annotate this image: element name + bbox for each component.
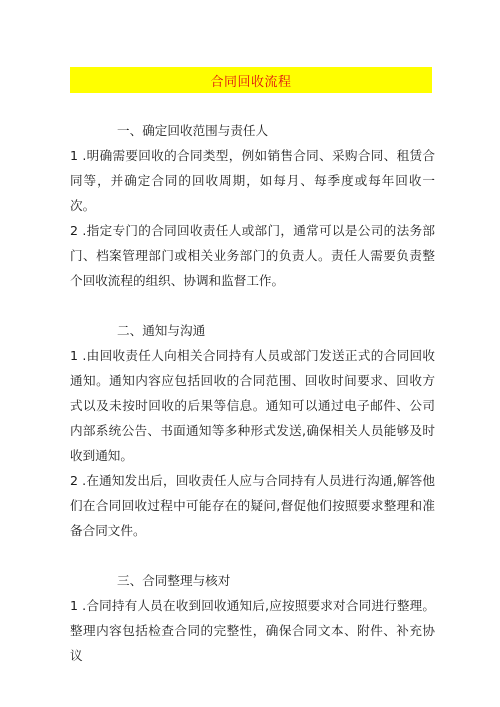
section-spacer	[70, 543, 435, 568]
paragraph: 1 .明确需要回收的合同类型，例如销售合同、采购合同、租赁合同等，并确定合同的回收周期，如每月、每季度或每年回收一次。	[70, 148, 435, 213]
section-heading: 三、合同整理与核对	[117, 573, 231, 588]
paragraph: 1 .合同持有人员在收到回收通知后,应按照要求对合同进行整理。整理内容包括检查合同的完整性，确保合同文本、附件、补充协议	[70, 598, 435, 663]
section-spacer	[70, 293, 435, 318]
document-title: 合同回收流程	[210, 74, 292, 90]
paragraph: 1 .由回收责任人向相关合同持有人员或部门发送正式的合同回收通知。通知内容应包括回收的合同范围、回收时间要求、回收方式以及未按时回收的后果等信息。通知可以通过电子邮件、公司内部系统公告、书面通知等多种形式发送,确保相关人员能够及时收到通知。	[70, 348, 435, 463]
paragraph: 2 .指定专门的合同回收责任人或部门，通常可以是公司的法务部门、档案管理部门或相关业务部门的负责人。责任人需要负责整个回收流程的组织、协调和监督工作。	[70, 223, 435, 288]
title-banner	[70, 67, 432, 93]
section-heading: 二、通知与沟通	[117, 323, 206, 338]
document-body	[70, 118, 435, 668]
paragraph: 2 .在通知发出后，回收责任人应与合同持有人员进行沟通,解答他们在合同回收过程中可能存在的疑问,督促他们按照要求整理和准备合同文件。	[70, 473, 435, 538]
section-heading: 一、确定回收范围与责任人	[117, 123, 269, 138]
